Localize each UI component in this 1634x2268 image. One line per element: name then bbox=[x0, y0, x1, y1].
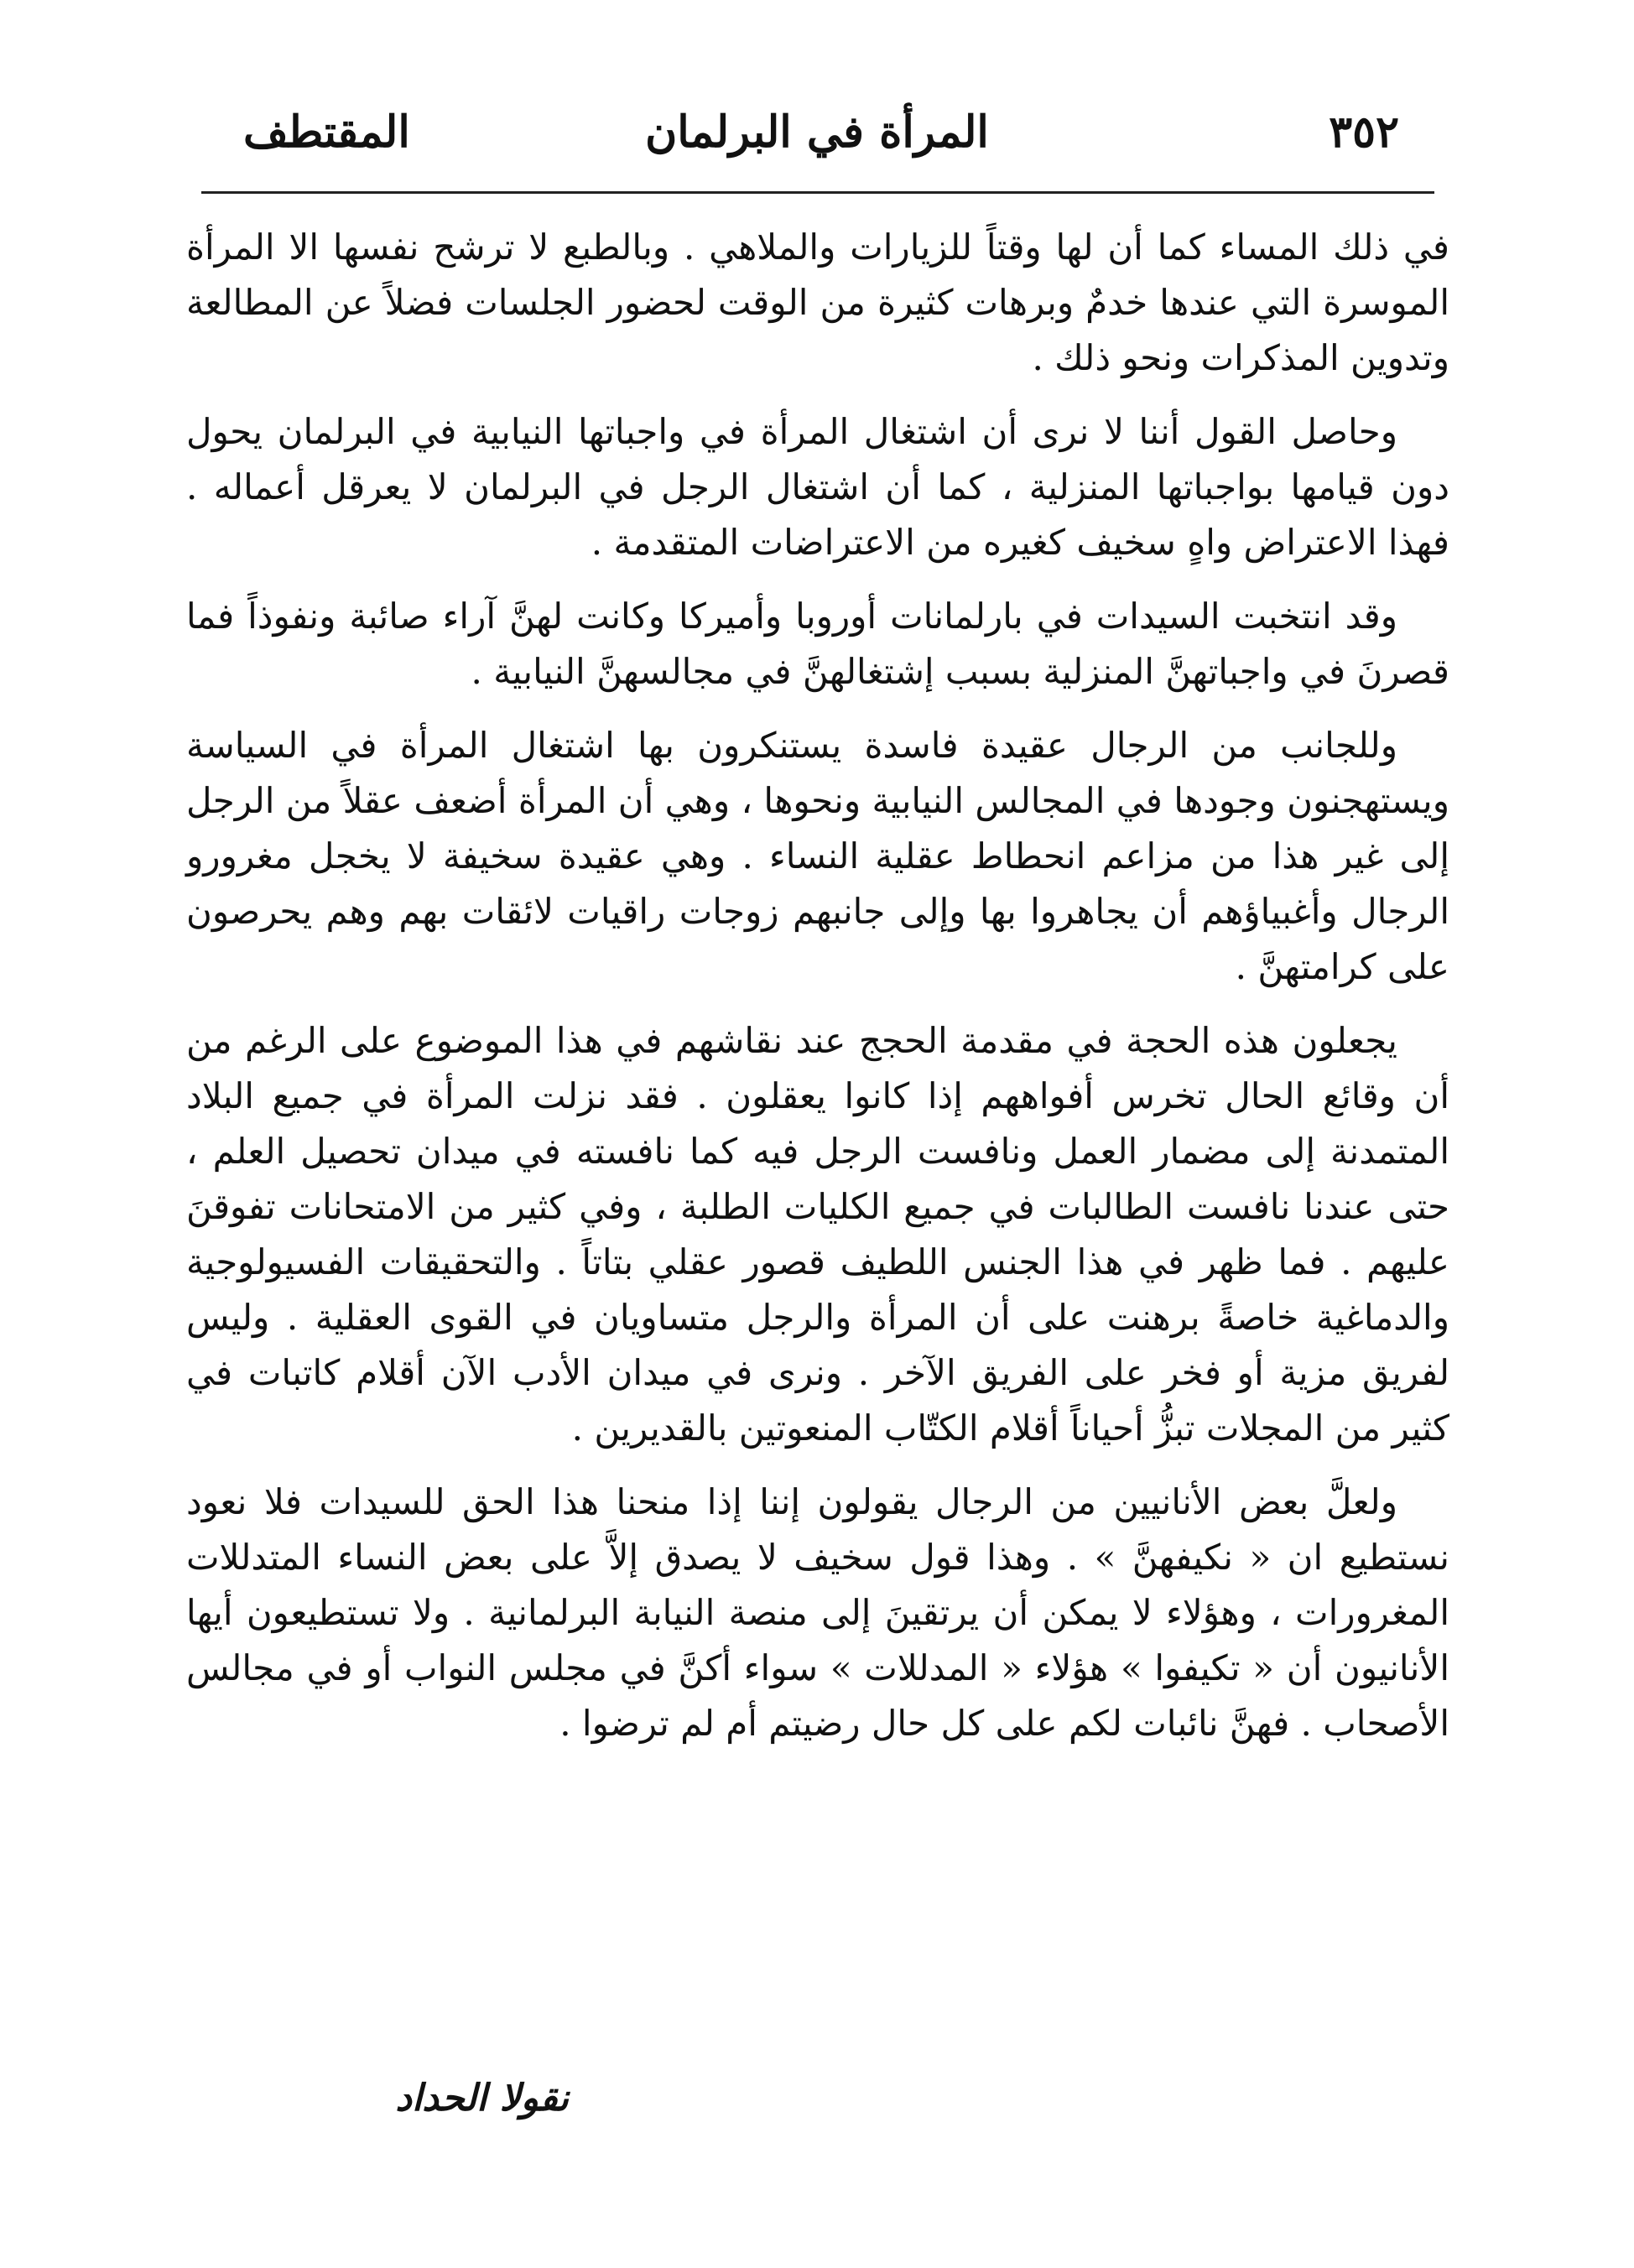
paragraph-2: وحاصل القول أننا لا نرى أن اشتغال المرأة في واجباتها النيابية في البرلمان يحول دون قيامها بواجباتها المنزلية ، كما أن اشتغال الرجل في البرلمان لا يعرقل أعماله . فهذا الاعتراض واهٍ سخيف كغيره من الاعتراضات المتقدمة . bbox=[186, 411, 1449, 563]
paragraph-3: وقد انتخبت السيدات في بارلمانات أوروبا وأميركا وكانت لهنَّ آراء صائبة ونفوذاً فما قصرنَ في واجباتهنَّ المنزلية بسبب إشتغالهنَّ في مجالسهنَّ النيابية . bbox=[186, 596, 1449, 692]
author-signature: نقولا الحداد bbox=[395, 2077, 569, 2120]
article-body bbox=[186, 220, 1449, 1770]
page-number: ٣٥٢ bbox=[1329, 107, 1399, 158]
running-header bbox=[201, 99, 1433, 166]
paragraph-1: في ذلك المساء كما أن لها وقتاً للزيارات والملاهي . وبالطبع لا ترشح نفسها الا المرأة الموسرة التي عندها خدمٌ وبرهات كثيرة من الوقت لحضور الجلسات فضلاً عن المطالعة وتدوين المذكرات ونحو ذلك . bbox=[186, 226, 1449, 378]
header-rule bbox=[201, 191, 1434, 194]
journal-name: المقتطف bbox=[243, 107, 410, 158]
paragraph-5: يجعلون هذه الحجة في مقدمة الحجج عند نقاشهم في هذا الموضوع على الرغم من أن وقائع الحال تخرس أفواههم إذا كانوا يعقلون . فقد نزلت المرأة في جميع البلاد المتمدنة إلى مضمار العمل ونافست الرجل فيه كما نافسته في ميدان تحصيل العلم ، حتى عندنا نافست الطالبات في جميع الكليات الطلبة ، وفي كثير من الامتحانات تفوقنَ عليهم . فما ظهر في هذا الجنس اللطيف قصور عقلي بتاتاً . والتحقيقات الفسيولوجية والدماغية خاصةً برهنت على أن المرأة والرجل متساويان في القوى العقلية . وليس لفريق مزية أو فخر على الفريق الآخر . ونرى في ميدان الأدب الآن أقلام كاتبات في كثير من المجلات تبزُّ أحياناً أقلام الكتّاب المنعوتين بالقديرين . bbox=[186, 1020, 1449, 1449]
paragraph-6: ولعلَّ بعض الأنانيين من الرجال يقولون إننا إذا منحنا هذا الحق للسيدات فلا نعود نستطيع ان « نكيفهنَّ » . وهذا قول سخيف لا يصدق إلاَّ على بعض النساء المتدللات المغرورات ، وهؤلاء لا يمكن أن يرتقينَ إلى منصة النيابة البرلمانية . ولا تستطيعون أيها الأنانيون أن « تكيفوا » هؤلاء « المدللات » سواء أكنَّ في مجلس النواب أو في مجالس الأصحاب . فهنَّ نائبات لكم على كل حال رضيتم أم لم ترضوا . bbox=[186, 1481, 1449, 1744]
paragraph-4: وللجانب من الرجال عقيدة فاسدة يستنكرون بها اشتغال المرأة في السياسة ويستهجنون وجودها في المجالس النيابية ونحوها ، وهي أن المرأة أضعف عقلاً من الرجل إلى غير هذا من مزاعم انحطاط عقلية النساء . وهي عقيدة سخيفة لا يخجل مغرورو الرجال وأغبياؤهم أن يجاهروا بها وإلى جانبهم زوجات راقيات لائقات بهم وهم يحرصون على كرامتهنَّ . bbox=[186, 725, 1449, 987]
article-title: المرأة في البرلمان bbox=[645, 107, 989, 158]
